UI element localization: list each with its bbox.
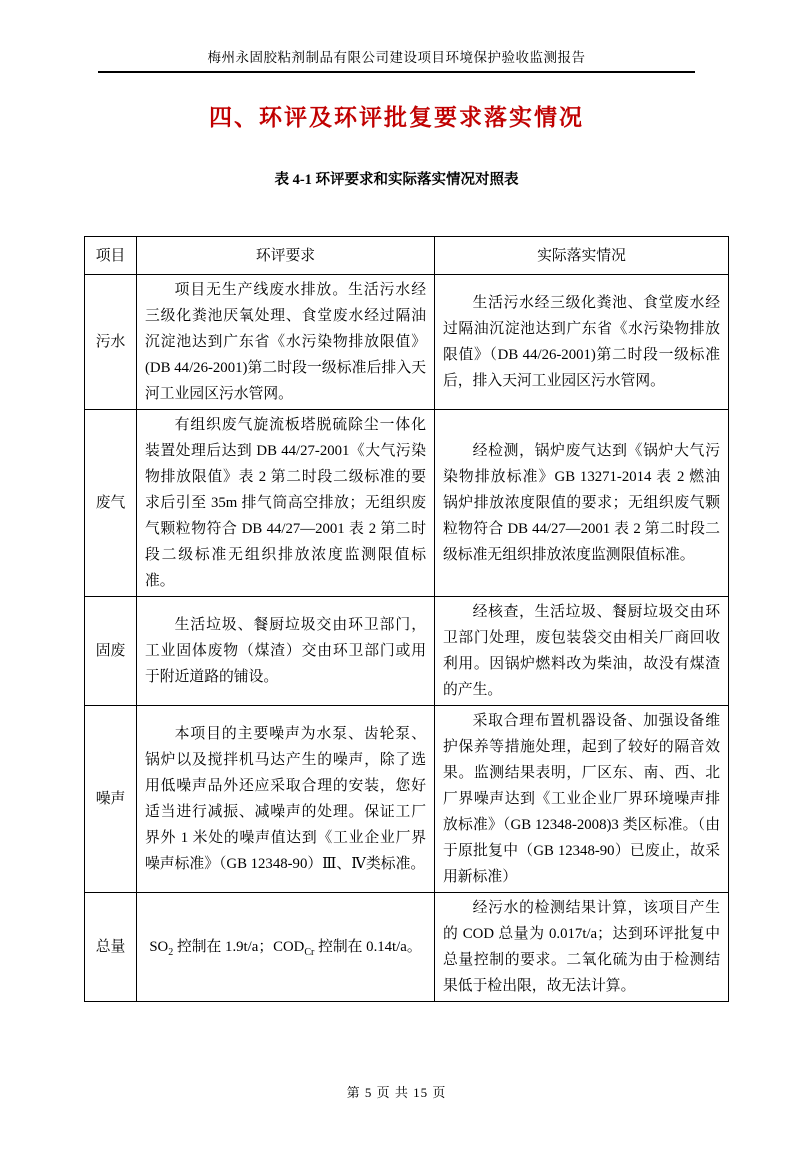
requirement-text: $SO_2$ 控制在 1.9t/a；$COD_{Cr}$ 控制在 0.14t/a。 [149,939,422,958]
row-label: 污水 [85,275,137,410]
implementation-text: 经检测，锅炉废气达到《锅炉大气污染物排放标准》GB 13271-2014 表 2 燃油锅炉排放浓度限值的要求；无组织废气颗粒物符合 DB 44/27—2001 表 2 第二时段二级标准无组织排放浓度监测限值标准。 [443,443,720,563]
implementation-text: 采取合理布置机器设备、加强设备维护保养等措施处理，起到了较好的隔音效果。监测结果表明，厂区东、南、西、北厂界噪声达到《工业企业厂界环境噪声排放标准》（GB 12348-2008)3 类区标准。（由于原批复中（GB 12348-90）已废止，故采用新标准） [443,713,720,885]
implementation-cell [435,893,729,1002]
implementation-cell [435,275,729,410]
table-row-total-amount [85,893,729,1002]
requirement-cell [137,893,435,1002]
page-number: 第 5 页 共 15 页 [346,1085,447,1100]
implementation-cell [435,597,729,706]
column-header-requirement: 环评要求 [137,237,435,275]
table-caption: 表 4-1 环评要求和实际落实情况对照表 [274,172,519,188]
requirement-text: 本项目的主要噪声为水泵、齿轮泵、锅炉以及搅拌机马达产生的噪声，除了选用低噪声品外还应采取合理的安装，您好适当进行减振、减噪声的处理。保证工厂界外 1 米处的噪声值达到《工业企业厂界噪声标准》（GB 12348-90）Ⅲ、Ⅳ类标准。 [145,726,426,872]
row-label: 总量 [85,893,137,1002]
table-row-exhaust-gas [85,410,729,597]
requirement-cell [137,275,435,410]
document-page [0,46,793,1168]
implementation-text: 经污水的检测结果计算，该项目产生的 COD 总量为 0.017t/a；达到环评批复中总量控制的要求。二氧化硫为由于检测结果低于检出限，故无法计算。 [443,900,720,994]
table-header-row [85,237,729,275]
row-label: 废气 [85,410,137,597]
implementation-text: 生活污水经三级化粪池、食堂废水经过隔油沉淀池达到广东省《水污染物排放限值》（DB 44/26-2001)第二时段一级标准后，排入天河工业园区污水管网。 [443,295,720,389]
requirement-text: 有组织废气旋流板塔脱硫除尘一体化装置处理后达到 DB 44/27-2001《大气污染物排放限值》表 2 第二时段二级标准的要求后引至 35m 排气筒高空排放；无组织废气颗粒物符合 DB 44/27—2001 表 2 第二时段二级标准无组织排放浓度监测限值标准。 [145,417,426,589]
row-label: 噪声 [85,706,137,893]
implementation-text: 经核查，生活垃圾、餐厨垃圾交由环卫部门处理，废包装袋交由相关厂商回收利用。因锅炉燃料改为柴油，故没有煤渣的产生。 [443,604,720,698]
table-row-solid-waste [85,597,729,706]
requirement-text: 项目无生产线废水排放。生活污水经三级化粪池厌氧处理、食堂废水经过隔油沉淀池达到广东省《水污染物排放限值》(DB 44/26-2001)第二时段一级标准后排入天河工业园区污水管网。 [145,282,426,402]
requirement-cell [137,410,435,597]
requirement-cell [137,706,435,893]
page-title: 四、环评及环评批复要求落实情况 [209,105,584,130]
implementation-cell [435,706,729,893]
column-header-implementation: 实际落实情况 [435,237,729,275]
requirement-cell [137,597,435,706]
comparison-table [84,236,729,1002]
row-label: 固废 [85,597,137,706]
table-row-wastewater [85,275,729,410]
report-header-text: 梅州永固胶粘剂制品有限公司建设项目环境保护验收监测报告 [207,50,586,65]
requirement-text: 生活垃圾、餐厨垃圾交由环卫部门，工业固体废物（煤渣）交由环卫部门或用于附近道路的铺设。 [145,617,426,685]
column-header-item: 项目 [85,237,137,275]
implementation-cell [435,410,729,597]
table-row-noise [85,706,729,893]
report-header [98,46,695,73]
